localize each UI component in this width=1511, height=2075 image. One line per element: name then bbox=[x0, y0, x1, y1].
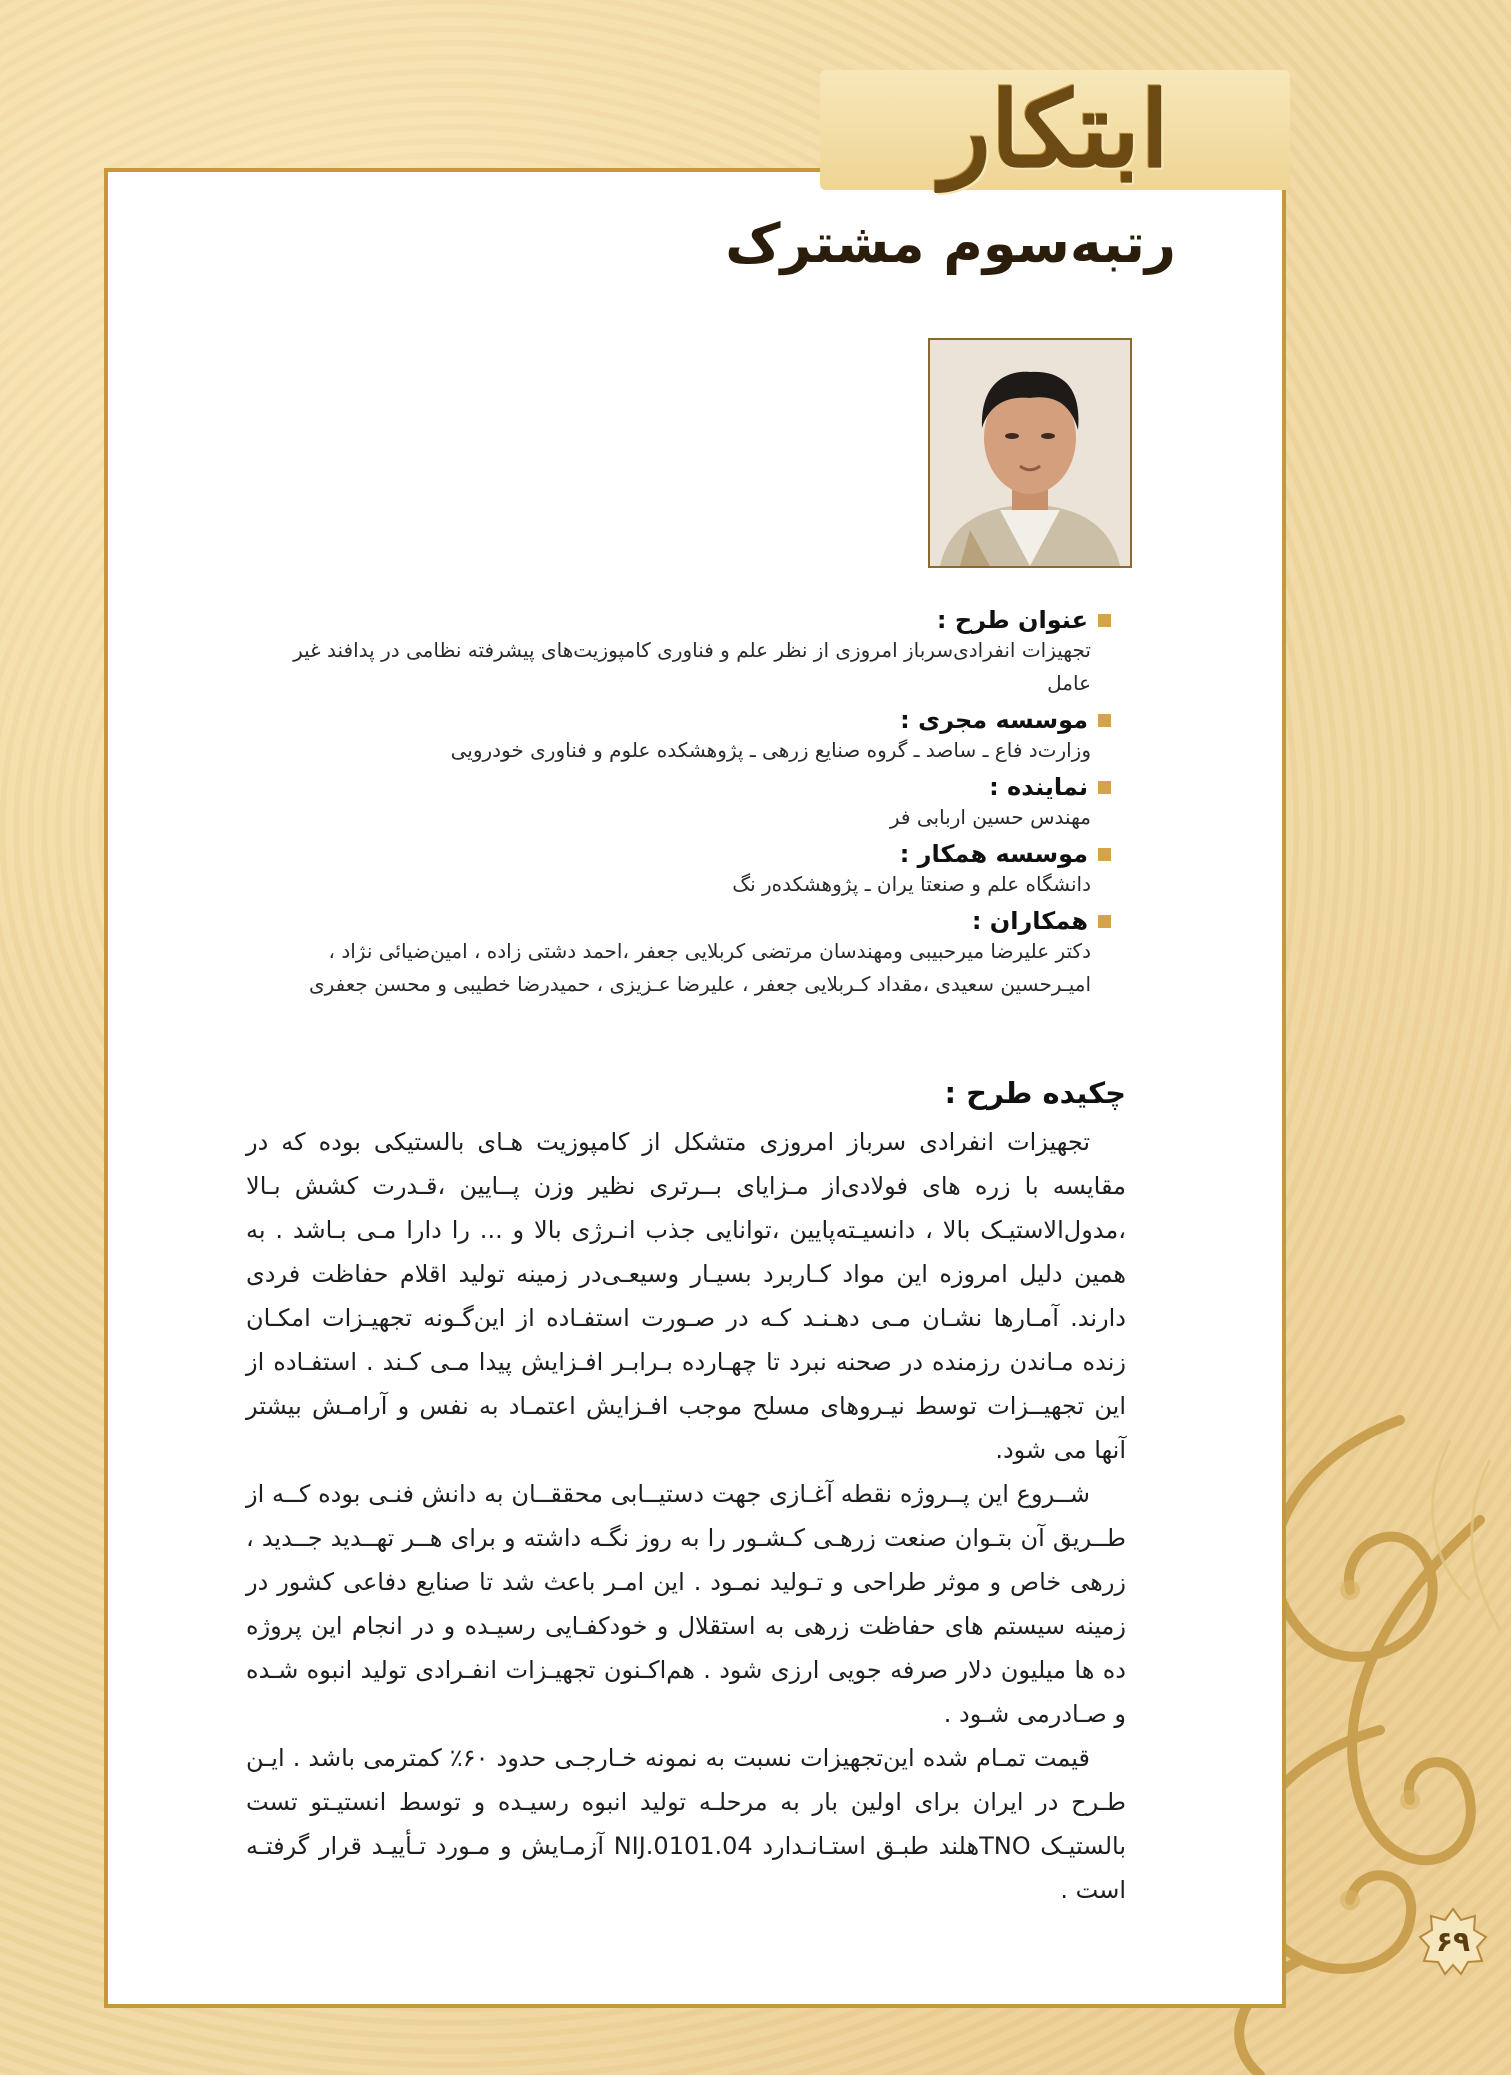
info-value-executor: وزارت‌د فاع ـ ساصد ـ گروه صنایع زرهی ـ پژوهشکده علوم و فناوری خودرویی bbox=[450, 738, 1091, 762]
info-label-collaborators bbox=[251, 907, 1111, 935]
title-plate bbox=[820, 70, 1290, 190]
award-rank-subtitle: رتبه‌سوم مشترک bbox=[725, 212, 1176, 275]
square-bullet-icon bbox=[1098, 848, 1111, 861]
info-value-partner: دانشگاه علم و صنعتا یران ـ پژوهشکده‌ر نگ bbox=[732, 872, 1091, 896]
info-label-executor bbox=[251, 706, 1111, 734]
info-value-representative: مهندس حسین اربابی فر bbox=[889, 805, 1091, 829]
info-label-text: موسسه مجری : bbox=[900, 706, 1088, 734]
page-number-badge bbox=[1418, 1906, 1488, 1976]
abstract-section bbox=[246, 1076, 1126, 1912]
info-value-title: تجهیزات انفرادی‌سرباز امروزی از نظر علم و فناوری کامپوزیت‌های پیشرفته نظامی در پدافند غیر عامل bbox=[293, 638, 1091, 695]
abstract-paragraph: قیمت تمـام شده این‌تجهیزات نسبت به نمونه خـارجـی حدود ۶۰٪ کمترمی باشد . ایـن طـرح در ایران برای اولین بار به مرحلـه تولید انبوه رسیـده و توسط انستیـتو تست بالستیـک TNOهلند طبـق استـانـدارد NIJ.0101.04 آزمـایش و مـورد تـأییـد قرار گرفتـه است . bbox=[246, 1744, 1126, 1904]
project-info bbox=[251, 600, 1111, 1001]
portrait-photo bbox=[928, 338, 1132, 568]
info-label-text: عنوان طرح : bbox=[936, 606, 1088, 634]
info-label-text: نماینده : bbox=[989, 773, 1088, 801]
abstract-paragraph: تجهیزات انفرادی سرباز امروزی متشکل از کامپوزیت هـای بالستیکی بوده که در مقایسه با زره های فولادی‌از مـزایای بــرتری نظیر وزن پــایین ،قـدرت کشش بـالا ،مدول‌الاستیـک بالا ، دانسیـته‌پایین ،توانایی جذب انـرژی بالا و ... را دارا مـی بـاشد . به همین دلیل امروزه این مواد کـاربرد بسیـار وسیعـی‌در زمینه تولید اقلام حفاظت فردی دارند. آمـارها نشـان مـی دهـنـد کـه در صـورت استفـاده از این‌گـونه تجهیـزات امکـان زنده مـاندن رزمنده در صحنه نبرد تا چهـارده بـرابـر افـزایش پیدا مـی کـند . استفـاده از این تجهیــزات توسط نیـروهای مسلح موجب افـزایش اعتمـاد به نفس و آرامـش بیشتر آنها می شود. bbox=[246, 1128, 1126, 1464]
info-label-partner bbox=[251, 840, 1111, 868]
info-label-title bbox=[251, 606, 1111, 634]
info-label-representative bbox=[251, 773, 1111, 801]
info-value-collaborators: دکتر علیرضا میرحبیبی ومهندسان مرتضی کربلایی جعفر ،احمد دشتی زاده ، امین‌ضیائی نژاد ، امیـرحسین سعیدی ،مقداد کـربلایی جعفر ، علیرضا عـزیزی ، حمیدرضا خطیبی و محسن جعفری bbox=[308, 939, 1091, 996]
square-bullet-icon bbox=[1098, 915, 1111, 928]
portrait-illustration bbox=[930, 340, 1130, 566]
square-bullet-icon bbox=[1098, 714, 1111, 727]
abstract-paragraph: شــروع این پــروژه نقطه آغـازی جهت دستیــابی محققــان به دانش فنـی بوده کــه از طــریق آن بتـوان صنعت زرهـی کـشـور را به روز نگـه داشته و برای هــر تهــدید جــدید ، زرهی خاص و موثر طراحی و تـولید نمـود . این امـر باعث شد تا صنایع دفاعی کشور در زمینه سیستم های حفاظت زرهی به استقلال و خودکفـایی رسیـده و در انجام این پروژه ده ها میلیون دلار صرفه جویی ارزی شود . هم‌اکـنون تجهیـزات انفـرادی تولید انبوه شـده و صـادرمی شـود . bbox=[246, 1480, 1126, 1728]
info-label-text: همکاران : bbox=[971, 907, 1088, 935]
page-number: ۶۹ bbox=[1435, 1924, 1471, 1958]
abstract-heading: چکیده طرح : bbox=[944, 1076, 1126, 1110]
info-label-text: موسسه همکار : bbox=[899, 840, 1088, 868]
page-title: ابتکار bbox=[940, 68, 1170, 191]
square-bullet-icon bbox=[1098, 781, 1111, 794]
square-bullet-icon bbox=[1098, 614, 1111, 627]
